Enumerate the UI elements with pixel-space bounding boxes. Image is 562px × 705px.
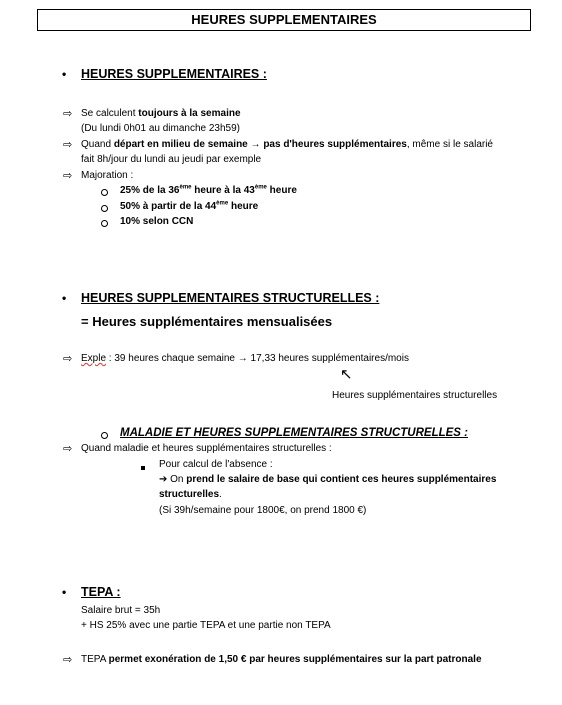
paragraph-depart-line2: fait 8h/jour du lundi au jeudi par exemple xyxy=(81,154,262,165)
majoration-item-1 xyxy=(120,184,297,198)
text-bold: départ en milieu de semaine xyxy=(113,139,248,150)
right-arrow-icon: → xyxy=(247,139,264,150)
superscript: ème xyxy=(216,200,229,207)
text: Quand xyxy=(81,139,114,150)
callout-arrow-icon: ↖ xyxy=(340,366,353,383)
paragraph-depart xyxy=(81,138,521,152)
text: TEPA xyxy=(81,654,109,665)
hollow-arrow-icon: ⇨ xyxy=(63,443,73,455)
section-heading-structurelles: HEURES SUPPLEMENTAIRES STRUCTURELLES : xyxy=(81,291,380,305)
text: ➔ On xyxy=(159,474,187,485)
on-prend-paragraph xyxy=(159,473,529,487)
text-bold: pas d'heures supplémentaires xyxy=(263,139,407,150)
text: 50% à partir de la 44 xyxy=(120,201,217,212)
tepa-paragraph xyxy=(81,653,482,667)
paragraph-majoration: Majoration : xyxy=(81,170,134,181)
si-paragraph: (Si 39h/semaine pour 1800€, on prend 1800 €) xyxy=(159,505,367,516)
text: , même si le salarié xyxy=(406,139,493,150)
hollow-arrow-icon: ⇨ xyxy=(63,654,73,666)
text-spellcheck: Exple xyxy=(81,353,107,364)
bullet-icon: • xyxy=(62,585,67,599)
superscript: ème xyxy=(179,184,192,191)
on-prend-line2 xyxy=(159,488,222,502)
section-subheading: = Heures supplémentaires mensualisées xyxy=(81,314,333,329)
maladie-heading: MALADIE ET HEURES SUPPLEMENTAIRES STRUCTURELLES : xyxy=(120,427,468,439)
circle-bullet-icon xyxy=(101,218,108,232)
hollow-arrow-icon: ⇨ xyxy=(63,108,73,120)
section-heading-tepa: TEPA : xyxy=(81,585,121,599)
text: heure xyxy=(228,201,259,212)
document-title: HEURES SUPPLEMENTAIRES xyxy=(37,9,531,31)
bullet-icon: • xyxy=(62,291,67,305)
superscript: ème xyxy=(254,184,267,191)
example-line xyxy=(81,352,409,366)
maladie-paragraph: Quand maladie et heures supplémentaires structurelles : xyxy=(81,443,332,454)
tepa-line2: + HS 25% avec une partie TEPA et une partie non TEPA xyxy=(81,620,331,631)
tepa-line1: Salaire brut = 35h xyxy=(81,605,161,616)
callout-label: Heures supplémentaires structurelles xyxy=(332,390,498,401)
hollow-arrow-icon: ⇨ xyxy=(63,139,73,151)
pour-calcul-text: Pour calcul de l'absence : xyxy=(159,459,273,470)
square-bullet-icon xyxy=(141,461,145,475)
section-heading-heures-sup: HEURES SUPPLEMENTAIRES : xyxy=(81,67,267,81)
text: 25% de la 36 xyxy=(120,185,180,196)
text: heure à la 43 xyxy=(191,185,255,196)
text-bold: structurelles xyxy=(159,489,220,500)
text: Se calculent xyxy=(81,108,139,119)
hollow-arrow-icon: ⇨ xyxy=(63,353,73,365)
majoration-item-2 xyxy=(120,200,258,214)
text-bold: prend le salaire de base qui contient ces heures supplémentaires xyxy=(186,474,497,485)
paragraph-calcul xyxy=(81,107,241,121)
majoration-item-3: 10% selon CCN xyxy=(120,216,194,227)
bullet-icon: • xyxy=(62,67,67,81)
text-bold: permet exonération de 1,50 € par heures supplémentaires sur la part patronale xyxy=(108,654,482,665)
text: heure xyxy=(266,185,297,196)
circle-bullet-icon xyxy=(101,187,108,201)
circle-bullet-icon xyxy=(101,203,108,217)
text-bold: toujours à la semaine xyxy=(138,108,241,119)
text: . xyxy=(219,489,222,500)
text: : 39 heures chaque semaine → 17,33 heures supplémentaires/mois xyxy=(106,353,409,364)
hollow-arrow-icon: ⇨ xyxy=(63,170,73,182)
paragraph-calcul-line2: (Du lundi 0h01 au dimanche 23h59) xyxy=(81,123,240,134)
